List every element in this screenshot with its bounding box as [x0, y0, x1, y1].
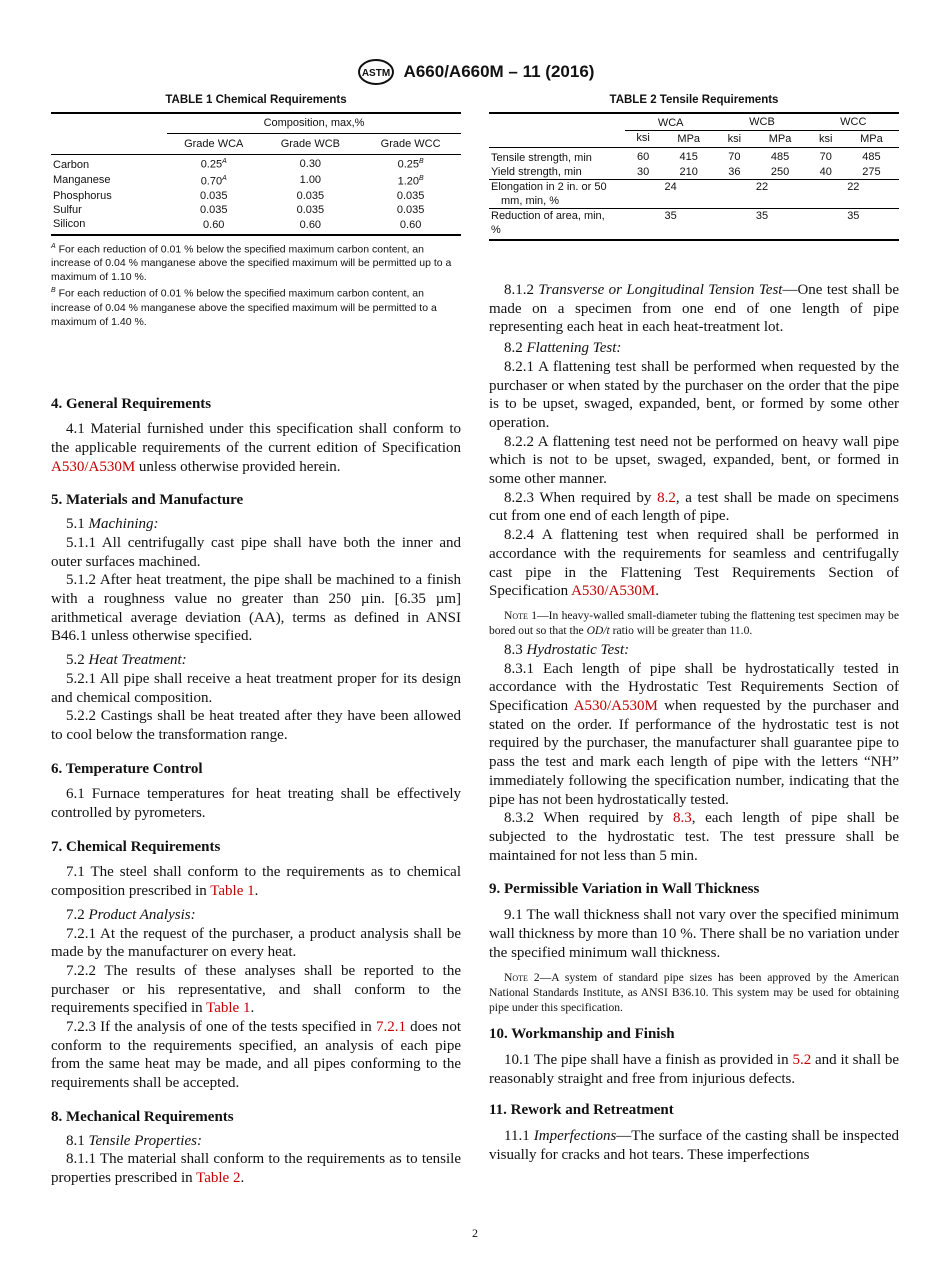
cell: 1.00 — [299, 174, 322, 187]
paragraph: 5.1.2 After heat treatment, the pipe shall be machined to a finish with a roughness value no greater than 250 µin. [6.35 µm] arithmetical average deviation (AA), terms as defined in ANSI B46.1 unless otherwise specified. — [51, 572, 461, 645]
cell: 35 — [664, 210, 677, 222]
table-row — [489, 148, 899, 166]
cell: 0.035 — [396, 203, 425, 216]
cell: $0.70^A$ — [200, 175, 227, 188]
paragraph: 8.2.1 A flattening test shall be performed when requested by the purchaser or when stated by the purchaser on the order that the pipe is to be upset, swaged, expanded, bent, or formed by some other operation. — [489, 358, 899, 431]
unit-header: ksi — [727, 133, 742, 145]
row-label: Carbon — [53, 159, 90, 171]
section-heading: 5. Materials and Manufacture — [51, 492, 244, 509]
section-heading: 4. General Requirements — [51, 395, 212, 412]
cell: 30 — [636, 166, 650, 178]
table1-col-wcc: Grade WCC — [380, 138, 441, 150]
paragraph: 8.3.2 When required by 8.3, each length of pipe shall be subjected to the hydrostatic test. The test pressure shall be maintained for not less than 5 min. — [489, 810, 899, 864]
left-column — [51, 92, 461, 1188]
section-heading: 7. Chemical Requirements — [51, 838, 221, 855]
paragraph: 8.3 Hydrostatic Test: — [504, 641, 630, 658]
cell: 70 — [819, 150, 832, 163]
page-header — [0, 58, 950, 86]
cell: 24 — [664, 181, 677, 193]
paragraph: 7.2 Product Analysis: — [66, 906, 196, 923]
document-designation: A660/A660M – 11 (2016) — [403, 62, 595, 81]
paragraph: 8.2.4 A flattening test when required shall be performed in accordance with the requirements for seamless and centrifugally cast pipe in the Flattening Test Requirements Section of Specification A530/A530M. — [489, 527, 899, 600]
table1-col-wca: Grade WCA — [184, 138, 244, 150]
paragraph: 9.1 The wall thickness shall not vary over the specified minimum wall thickness by more than 10 %. There shall be no variation under the specified minimum wall thickness. — [489, 907, 899, 961]
cell: $0.25^A$ — [200, 158, 227, 171]
cell: 415 — [679, 150, 698, 163]
link[interactable]: 8.3 — [673, 810, 692, 827]
table-row — [51, 203, 461, 217]
paragraph: 7.1 The steel shall conform to the requirements as to chemical composition prescribed in Table 1. — [51, 864, 461, 900]
table2-caption: TABLE 2 Tensile Requirements — [609, 94, 779, 106]
link[interactable]: Table 2 — [196, 1169, 241, 1186]
paragraph: 5.1.1 All centrifugally cast pipe shall have both the inner and outer surfaces machined. — [51, 534, 461, 570]
astm-logo-icon — [356, 58, 396, 86]
cell: 0.30 — [299, 157, 322, 170]
cell: 485 — [770, 150, 790, 163]
cell: 0.035 — [296, 203, 325, 216]
cell: 250 — [770, 166, 790, 178]
table-row — [489, 180, 899, 209]
row-label: Elongation in 2 in. or 50 mm, min, % — [491, 181, 607, 207]
cell: 275 — [862, 166, 881, 178]
paragraph: 11.1 Imperfections—The surface of the casting shall be inspected visually for cracks and hot tears. These imperfections — [489, 1128, 899, 1163]
table1-footnote-b: $^B$ For each reduction of 0.01 % below the specified maximum carbon content, an increase of 0.04 % manganese above the specified maximum will be permitted to a maximum of 1.40 %. — [51, 287, 437, 328]
link[interactable]: A530/A530M — [571, 583, 656, 600]
table1-group-header: Composition, max,% — [167, 113, 461, 134]
row-label: Reduction of area, min, % — [491, 210, 605, 236]
cell: 35 — [755, 210, 769, 222]
paragraph: 8.1.1 The material shall conform to the requirements as to tensile properties prescribed in Table 2. — [51, 1151, 461, 1186]
row-label: Yield strength, min — [491, 166, 582, 178]
row-label: Tensile strength, min — [491, 152, 592, 164]
unit-header: MPa — [768, 133, 792, 145]
table-row — [51, 155, 461, 173]
paragraph: 4.1 Material furnished under this specification shall conform to the applicable requirements of the current edition of Specification A530/A530M unless otherwise provided herein. — [51, 421, 461, 475]
paragraph: 8.2.2 A flattening test need not be performed on heavy wall pipe which is not to be upset, swaged, expanded, bent, or formed in some other manner. — [489, 433, 899, 488]
section-heading: 9. Permissible Variation in Wall Thickness — [489, 881, 760, 898]
cell: 70 — [728, 150, 741, 163]
cell: 22 — [755, 181, 769, 193]
paragraph: 5.1 Machining: — [66, 516, 159, 533]
link[interactable]: Table 1 — [210, 883, 255, 900]
table-row — [489, 209, 899, 241]
paragraph: 5.2.2 Castings shall be heat treated after they have been allowed to cool below the transformation range. — [51, 708, 461, 743]
paragraph: 5.2 Heat Treatment: — [66, 652, 187, 669]
cell: 36 — [728, 166, 741, 178]
cell: 0.035 — [199, 203, 228, 216]
link[interactable]: 8.2 — [657, 489, 676, 506]
paragraph: 7.2.2 The results of these analyses shall be reported to the purchaser or his representative, and shall conform to the requirements specified in Table 1. — [51, 962, 461, 1017]
link[interactable]: A530/A530M — [573, 698, 658, 715]
cell: 0.60 — [203, 219, 225, 232]
row-label: Phosphorus — [53, 189, 112, 202]
section-heading: 11. Rework and Retreatment — [489, 1102, 674, 1119]
cell: 22 — [847, 181, 860, 193]
link[interactable]: Table 1 — [206, 1000, 251, 1017]
table1-chemical-requirements — [51, 112, 461, 236]
table2-grade-wca: WCA — [625, 113, 716, 131]
table2-grade-wcb: WCB — [716, 113, 807, 131]
unit-header: ksi — [636, 132, 650, 144]
link[interactable]: A530/A530M — [51, 458, 136, 475]
table2-tensile-requirements — [489, 112, 899, 241]
table1-caption: TABLE 1 Chemical Requirements — [165, 94, 347, 106]
cell: 0.035 — [396, 189, 425, 202]
table1-col-wcb: Grade WCB — [280, 138, 340, 150]
paragraph: 7.2.3 If the analysis of one of the tests specified in 7.2.1 does not conform to the requirements specified, an analysis of each pipe from the same heat may be made, and all pipes conforming to the requirements shall be accepted. — [51, 1019, 461, 1092]
section-heading: 8. Mechanical Requirements — [51, 1108, 234, 1125]
section-heading: 6. Temperature Control — [51, 760, 203, 777]
cell: $1.20^B$ — [397, 175, 424, 188]
cell: 0.60 — [399, 219, 422, 232]
cell: 0.60 — [299, 219, 322, 232]
cell: 485 — [862, 150, 881, 163]
cell: 60 — [636, 150, 650, 163]
unit-header: ksi — [818, 133, 833, 145]
row-label: Sulfur — [53, 203, 82, 216]
paragraph: 8.2 Flattening Test: — [504, 340, 622, 357]
link[interactable]: 7.2.1 — [375, 1019, 406, 1036]
note-2: Note 2—A system of standard pipe sizes has been approved by the American National Standards Institute, as ANSI B36.10. This system may be used for obtaining pipe under this specification. — [489, 971, 899, 1015]
paragraph: 8.1 Tensile Properties: — [66, 1132, 202, 1149]
link[interactable]: 5.2 — [792, 1051, 812, 1068]
page-number: 2 — [472, 1226, 478, 1240]
note-1: Note 1—In heavy-walled small-diameter tubing the flattening test specimen may be bored out so that the OD/t ratio will be greater than 11.0. — [489, 608, 899, 637]
cell: 0.035 — [296, 189, 325, 202]
paragraph: 8.1.2 Transverse or Longitudinal Tension Test—One test shall be made on a specimen from one end of one length of pipe representing each heat in each heat-treatment lot. — [489, 282, 899, 336]
table1-footnote-a: $^A$ For each reduction of 0.01 % below the specified maximum carbon content, an increase of 0.04 % manganese above the specified maximum will be permitted up to a maximum of 1.10 %. — [51, 242, 452, 284]
unit-header: MPa — [860, 133, 883, 145]
paragraph: 5.2.1 All pipe shall receive a heat treatment proper for its design and chemical composition. — [51, 670, 461, 706]
section-heading: 10. Workmanship and Finish — [489, 1026, 675, 1043]
cell: 35 — [847, 210, 860, 222]
table-row — [51, 172, 461, 189]
cell: $0.25^B$ — [397, 158, 424, 171]
cell: 0.035 — [199, 189, 228, 202]
cell: 40 — [819, 166, 832, 178]
table-row — [489, 165, 899, 180]
table2-grade-wcc: WCC — [808, 113, 899, 131]
paragraph: 8.2.3 When required by 8.2, a test shall be made on specimens cut from one end of each length of pipe. — [489, 489, 899, 525]
paragraph: 7.2.1 At the request of the purchaser, a product analysis shall be made by the manufacturer on every heat. — [51, 925, 461, 961]
unit-header: MPa — [677, 133, 701, 145]
svg-text:ASTM: ASTM — [361, 68, 390, 79]
table-row — [51, 189, 461, 203]
right-column — [489, 92, 899, 1164]
cell: 210 — [679, 166, 698, 178]
paragraph: 10.1 The pipe shall have a finish as provided in 5.2 and it shall be reasonably straight and free from injurious defects. — [489, 1051, 900, 1087]
paragraph: 6.1 Furnace temperatures for heat treating shall be effectively controlled by pyrometers. — [51, 786, 461, 822]
paragraph: 8.3.1 Each length of pipe shall be hydrostatically tested in accordance with the Hydrostatic Test Requirements Section of Specification A530/A530M when requested by the purchaser and stated on the order. If performance of the hydrostatic test is not required by the purchaser, the manufacturer shall guarantee pipe to pass the test and mark each length of pipe with the letters “NH” immediately following the specification number, indicating that the pipe has not been hydrostatically tested. — [489, 660, 900, 808]
row-label: Silicon — [53, 217, 86, 230]
table-row — [51, 217, 461, 235]
row-label: Manganese — [53, 174, 111, 187]
